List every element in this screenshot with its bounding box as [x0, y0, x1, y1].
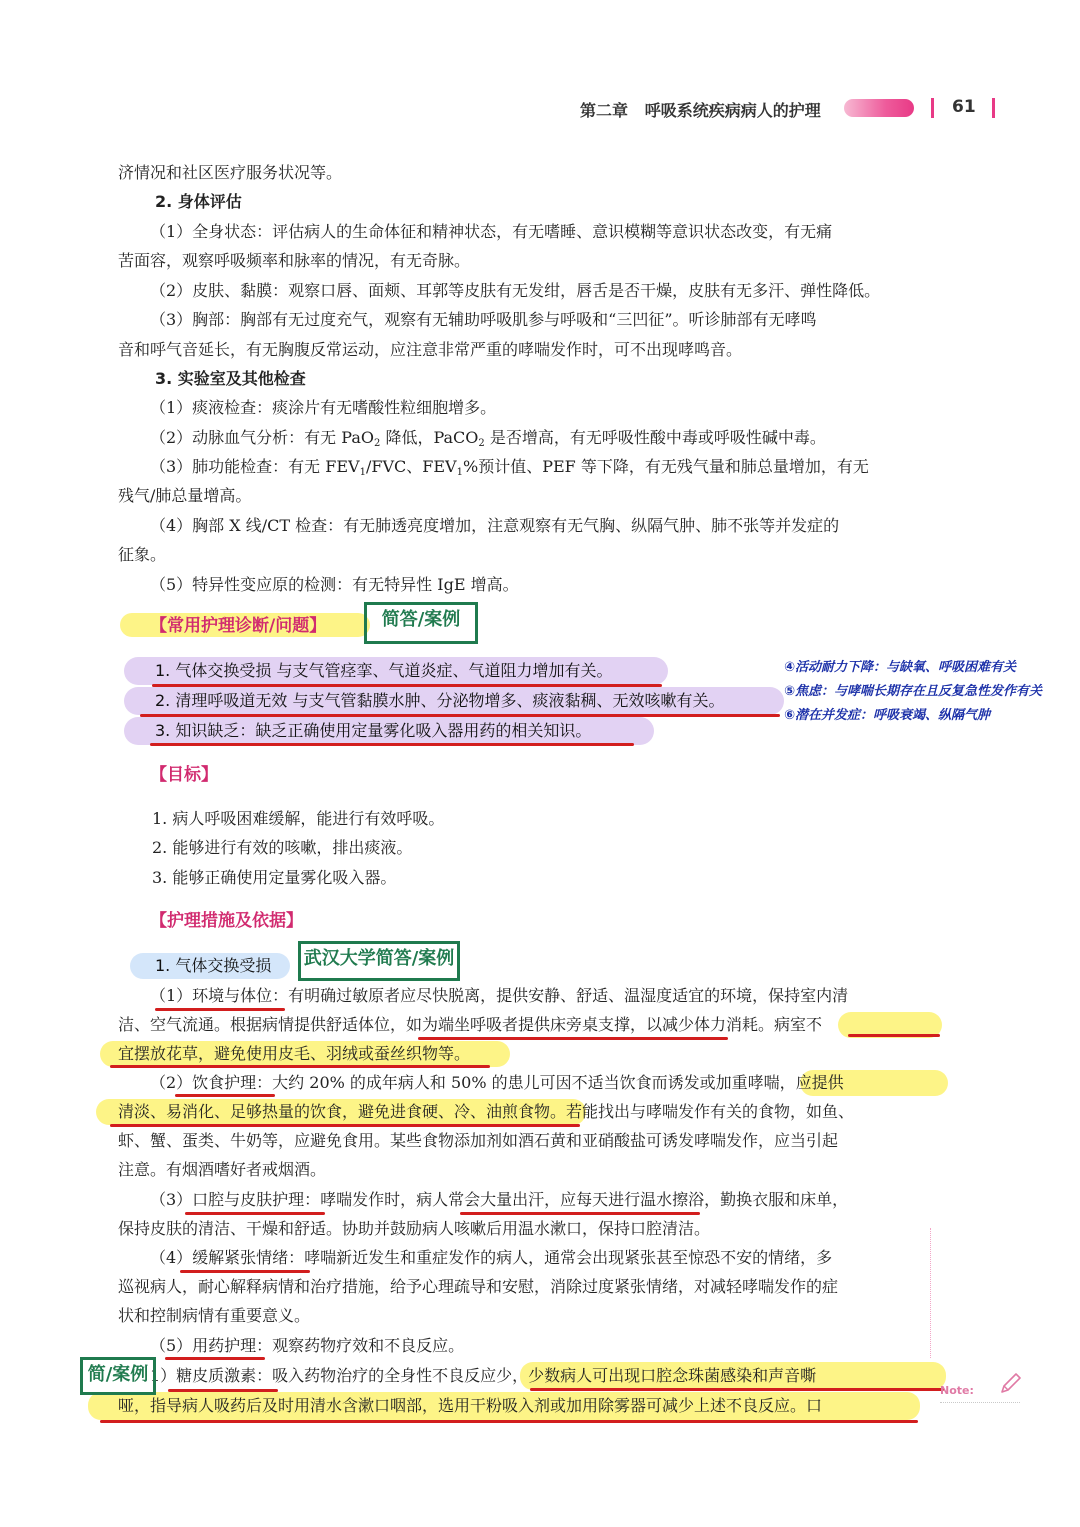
text-line: 状和控制病情有重要意义。 — [118, 1306, 311, 1325]
text-line: 清淡、易消化、足够热量的饮食，避免进食硬、冷、油煎食物。若能找出与哮喘发作有关的食物，如鱼、 — [118, 1102, 855, 1121]
red-underline — [152, 684, 662, 687]
text-span: /FVC、FEV — [365, 457, 457, 476]
goal-item: 3. 能够正确使用定量雾化吸入器。 — [152, 868, 397, 887]
red-underline — [418, 1037, 728, 1040]
chapter-label: 第二章 — [580, 101, 629, 120]
text-line: （2）饮食护理：大约 20% 的成年病人和 50% 的患儿可因不适当饮食而诱发或加重哮喘，应提供 — [150, 1073, 844, 1092]
red-underline — [110, 1124, 580, 1127]
text-line: 1）糖皮质激素：吸入药物治疗的全身性不良反应少，少数病人可出现口腔念珠菌感染和声音嘶 — [150, 1366, 817, 1385]
red-underline — [175, 1094, 275, 1097]
note-label: Note: — [940, 1384, 974, 1397]
red-underline — [100, 1420, 918, 1423]
handwritten-note: ⑥潜在并发症：呼吸衰竭、纵隔气肿 — [784, 708, 991, 723]
text-line: （1）全身状态：评估病人的生命体征和精神状态，有无嗜睡、意识模糊等意识状态改变，有无痛 — [150, 222, 833, 241]
text-line: 济情况和社区医疗服务状况等。 — [118, 163, 343, 182]
text-line: 保持皮肤的清洁、干燥和舒适。协助并鼓励病人咳嗽后用温水漱口，保持口腔清洁。 — [118, 1219, 711, 1238]
section-title-goals: 【目标】 — [150, 765, 218, 785]
text-line — [150, 456, 869, 484]
red-underline — [155, 1008, 285, 1011]
subscript: 2 — [478, 438, 485, 449]
handwritten-box-label: 武汉大学简答/案例 — [298, 941, 460, 981]
text-line: （2）皮肤、黏膜：观察口唇、面颊、耳郭等皮肤有无发绀，唇舌是否干燥，皮肤有无多汗、弹性降低。 — [150, 281, 881, 300]
text-span: 是否增高，有无呼吸性酸中毒或呼吸性碱中毒。 — [484, 428, 826, 447]
diagnosis-item: 1. 气体交换受损 与支气管痉挛、气道炎症、气道阻力增加有关。 — [155, 661, 613, 680]
text-line: 虾、蟹、蛋类、牛奶等，应避免食用。某些食物添加剂如酒石黄和亚硝酸盐可诱发哮喘发作，应当引起 — [118, 1131, 839, 1150]
header-accent-bar — [844, 99, 914, 117]
text-line: 哑，指导病人吸药后及时用清水含漱口咽部，选用干粉吸入剂或加用除雾器可减少上述不良反应。口 — [118, 1396, 823, 1415]
measure-subheading: 1. 气体交换受损 — [155, 956, 272, 975]
text-line: 残气/肺总量增高。 — [118, 486, 252, 505]
text-span: 降低，PaCO — [380, 428, 479, 447]
red-underline — [150, 743, 634, 746]
text-line — [150, 427, 826, 455]
subheading: 2. 身体评估 — [155, 192, 242, 211]
handwritten-box-label: 简答/案例 — [364, 602, 478, 644]
red-underline — [110, 1065, 490, 1068]
red-underline — [140, 714, 780, 717]
goal-item: 2. 能够进行有效的咳嗽，排出痰液。 — [152, 838, 413, 857]
section-title-measures: 【护理措施及依据】 — [150, 911, 303, 931]
subscript: 1 — [359, 467, 366, 478]
text-line: （5）用药护理：观察药物疗效和不良反应。 — [150, 1336, 465, 1355]
goal-item: 1. 病人呼吸困难缓解，能进行有效呼吸。 — [152, 809, 445, 828]
text-line: （3）口腔与皮肤护理：哮喘发作时，病人常会大量出汗，应每天进行温水擦浴，勤换衣服和床单， — [150, 1190, 849, 1209]
red-underline — [180, 1270, 310, 1273]
text-line: 洁、空气流通。根据病情提供舒适体位，如为端坐呼吸者提供床旁桌支撑，以减少体力消耗。病室不 — [118, 1015, 823, 1034]
red-underline — [185, 1212, 325, 1215]
text-line: （1）环境与体位：有明确过敏原者应尽快脱离，提供安静、舒适、温湿度适宜的环境，保持室内清 — [150, 986, 849, 1005]
text-line: 音和呼气音延长，有无胸腹反常运动，应注意非常严重的哮喘发作时，可不出现哮鸣音。 — [118, 340, 743, 359]
handwritten-note: ④活动耐力下降：与缺氧、呼吸困难有关 — [784, 660, 1017, 675]
text-line: 征象。 — [118, 545, 167, 564]
handwritten-box-label: 简/案例 — [80, 1357, 156, 1395]
text-line: （1）痰液检查：痰涂片有无嗜酸性粒细胞增多。 — [150, 398, 497, 417]
text-span: （3）肺功能检查：有无 FEV — [150, 457, 360, 476]
header-divider — [992, 98, 995, 118]
text-span: %预计值、PEF 等下降，有无残气量和肺总量增加，有无 — [463, 457, 869, 476]
red-underline — [530, 1388, 944, 1391]
red-underline — [168, 1389, 278, 1392]
subheading: 3. 实验室及其他检查 — [155, 369, 306, 388]
text-line: 巡视病人，耐心解释病情和治疗措施，给予心理疏导和安慰，消除过度紧张情绪，对减轻哮喘发作的症 — [118, 1277, 839, 1296]
page-number: 61 — [952, 97, 976, 117]
chapter-header — [580, 98, 821, 121]
text-line: 苦面容，观察呼吸频率和脉率的情况，有无奇脉。 — [118, 251, 471, 270]
subscript: 1 — [456, 467, 463, 478]
text-line: （4）胸部 X 线/CT 检查：有无肺透亮度增加，注意观察有无气胸、纵隔气肿、肺不张等并发症的 — [150, 516, 840, 535]
diagnosis-item: 2. 清理呼吸道无效 与支气管黏膜水肿、分泌物增多、痰液黏稠、无效咳嗽有关。 — [155, 691, 725, 710]
diagnosis-item: 3. 知识缺乏：缺乏正确使用定量雾化吸入器用药的相关知识。 — [155, 721, 592, 740]
header-divider — [931, 98, 934, 118]
text-line: 宜摆放花草，避免使用皮毛、羽绒或蚕丝织物等。 — [118, 1044, 471, 1063]
text-line: （4）缓解紧张情绪：哮喘新近发生和重症发作的病人，通常会出现紧张甚至惊恐不安的情绪，多 — [150, 1248, 833, 1267]
handwritten-note: ⑤焦虑：与哮喘长期存在且反复急性发作有关 — [784, 684, 1043, 699]
text-line: （3）胸部：胸部有无过度充气，观察有无辅助呼吸肌参与呼吸和“三凹征”。听诊肺部有无哮鸣 — [150, 310, 817, 329]
section-title-diagnosis: 【常用护理诊断/问题】 — [150, 616, 327, 636]
subscript: 2 — [373, 438, 381, 449]
red-underline — [460, 1212, 700, 1215]
text-line: 注意。有烟酒嗜好者戒烟酒。 — [118, 1160, 327, 1179]
chapter-title: 呼吸系统疾病病人的护理 — [644, 101, 821, 120]
red-underline — [848, 1034, 940, 1037]
text-span: （2）动脉血气分析：有无 PaO — [150, 428, 374, 447]
text-line: （5）特异性变应原的检测：有无特异性 IgE 增高。 — [150, 575, 519, 594]
note-line — [940, 1402, 1020, 1403]
margin-dotted-guide — [930, 1228, 933, 1358]
red-underline — [165, 1357, 265, 1360]
pencil-icon — [998, 1370, 1024, 1396]
